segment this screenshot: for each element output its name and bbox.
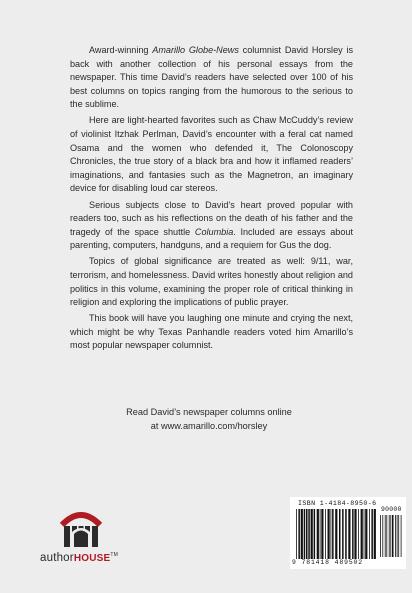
barcode-bar <box>374 509 376 559</box>
blurb-text <box>70 44 353 356</box>
barcode-bar <box>364 509 365 559</box>
barcode-digits: 9 781418 489502 <box>292 559 364 566</box>
barcode-bar <box>317 509 319 559</box>
barcode-bar <box>332 509 334 559</box>
blurb-paragraph-4: Topics of global significance are treated as well: 9/11, war, terrorism, and homelessness. David writes honestly about religion and politics in this volume, examining the proper role of critical thinking in religion and exploring the implications of public prayer. <box>70 256 353 308</box>
blurb-paragraph-3: Serious subjects close to David’s heart proved popular with readers too, such as his reflections on the death of his father and the tragedy of the space shuttle Columbia. Included are essays about parenting, computers, handguns, and a requiem for Gus the dog. <box>70 199 354 251</box>
barcode-bar <box>352 509 354 559</box>
isbn-barcode <box>290 497 406 569</box>
barcode-bar <box>296 509 297 559</box>
house-arch-logo-icon <box>58 508 104 550</box>
barcode-bar <box>392 515 394 557</box>
barcode-bar <box>339 509 341 559</box>
online-notice <box>0 406 412 433</box>
price-barcode-bars <box>380 515 402 557</box>
barcode-bar <box>385 515 386 557</box>
barcode-bar <box>314 509 316 559</box>
barcode-bar <box>342 509 344 559</box>
barcode-bar <box>389 515 390 557</box>
isbn-label: ISBN 1-4184-8950-6 <box>298 500 377 507</box>
barcode-bar <box>321 509 323 559</box>
barcode-bar <box>361 509 363 559</box>
publisher-name: authorHOUSE™ <box>40 552 118 564</box>
barcode-bar <box>328 509 330 559</box>
blurb-paragraph-2: Here are light-hearted favorites such as Chaw McCuddy’s review of violinist Itzhak Perlman, David’s encounter with a feral cat named Osama and the women who defended it, The Colonoscopy Chronicles, the true story of a black bra and how it inflamed readers’ imaginations, and fantasies such as the Magnetron, an imaginary device for disabling loud car stereos. <box>70 115 353 194</box>
barcode-bar <box>395 515 396 557</box>
shuttle-name: Columbia <box>194 226 234 237</box>
barcode-bar <box>397 515 398 557</box>
online-line-1: Read David’s newspaper columns online <box>126 407 292 417</box>
barcode-bar <box>304 509 306 559</box>
blurb-paragraph-1: Award-winning Amarillo Globe-News columnist David Horsley is back with another collection of his personal essays from the newspaper. This time David’s readers have selected over 100 of his best columns on topics ranging from the humorous to the serious to the sublime. <box>70 45 354 110</box>
barcode-bar <box>358 509 359 559</box>
barcode-bar <box>401 515 402 557</box>
barcode-bar <box>371 509 373 559</box>
barcode-bar <box>308 509 310 559</box>
barcode-bar <box>306 509 308 559</box>
publisher-logo <box>40 508 130 568</box>
barcode-bar <box>301 509 303 559</box>
barcode-bar <box>380 515 381 557</box>
newspaper-name: Amarillo Globe-News <box>152 45 239 55</box>
barcode-bar <box>311 509 313 559</box>
barcode-bar <box>354 509 356 559</box>
barcode-bar <box>365 509 367 559</box>
barcode-bar <box>369 509 370 559</box>
blurb-paragraph-5: This book will have you laughing one minute and crying the next, which might be why Texas Panhandle readers voted him Amarillo’s most popular newspaper columnist. <box>70 313 353 351</box>
barcode-bar <box>382 515 383 557</box>
barcode-bar <box>320 509 321 559</box>
barcode-bar <box>335 509 337 559</box>
barcode-bar <box>345 509 347 559</box>
barcode-bar <box>331 509 332 559</box>
price-code: 90000 <box>381 506 402 513</box>
barcode-bar <box>386 515 387 557</box>
barcode-bar <box>348 509 350 559</box>
barcode-bar <box>390 515 391 557</box>
barcode-bar <box>298 509 300 559</box>
barcode-bar <box>325 509 326 559</box>
online-link[interactable]: at www.amarillo.com/horsley <box>150 420 268 431</box>
barcode-bar <box>398 515 399 557</box>
ean-barcode-bars <box>296 509 376 559</box>
